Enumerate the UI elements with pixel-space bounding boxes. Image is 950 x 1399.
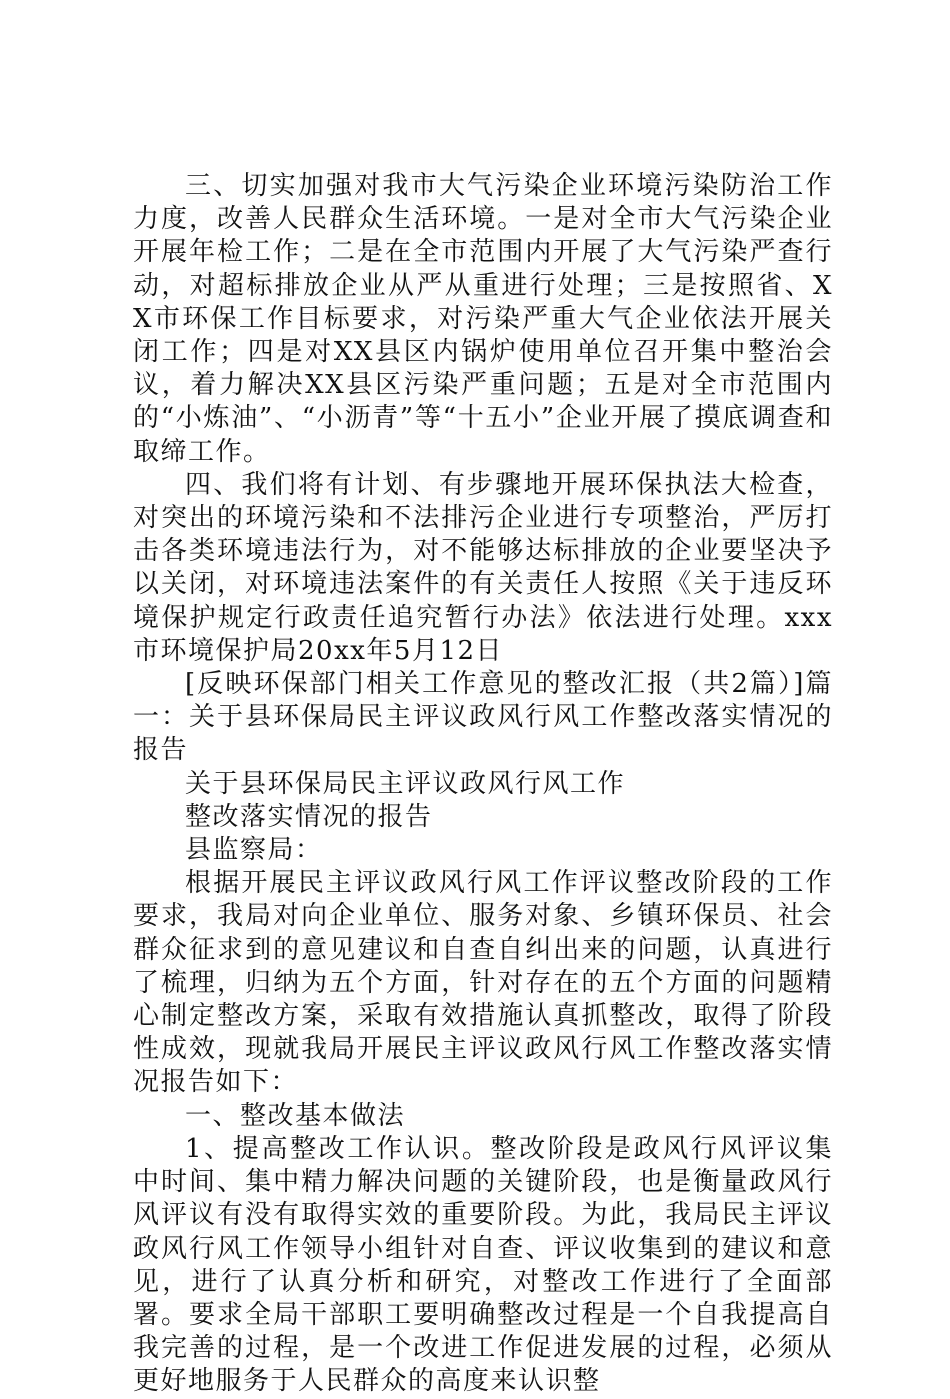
paragraph-law-enforcement: 四、我们将有计划、有步骤地开展环保执法大检查，对突出的环境污染和不法排污企业进行专项整治，严厉打击各类环境违法行为，对不能够达标排放的企业要坚决予以关闭，对环境违法案件的有关责任人按照《关于违反环境保护规定行政责任追究暂行办法》依法进行处理。xxx市环境保护局20xx年5月12日 (133, 469, 833, 666)
section-heading-basic-practice: 一、整改基本做法 (185, 1100, 406, 1131)
document-body (133, 170, 833, 1399)
report-title-line-2: 整改落实情况的报告 (185, 801, 433, 832)
paragraph-air-pollution: 三、切实加强对我市大气污染企业环境污染防治工作力度，改善人民群众生活环境。一是对全市大气污染企业开展年检工作；二是在全市范围内开展了大气污染严查行动，对超标排放企业从严从重进行处理；三是按照省、XX市环保工作目标要求，对污染严重大气企业依法开展关闭工作；四是对XX县区内锅炉使用单位召开集中整治会议，着力解决XX县区污染严重问题；五是对全市范围内的“小炼油”、“小沥青”等“十五小”企业开展了摸底调查和取缔工作。 (133, 171, 833, 467)
addressee: 县监察局： (185, 835, 323, 866)
paragraph-rectification-awareness: 1、提高整改工作认识。整改阶段是政风行风评议集中时间、集中精力解决问题的关键阶段，也是衡量政风行风评议有没有取得实效的重要阶段。为此，我局民主评议政风行风工作领导小组针对自查、评议收集到的建议和意见，进行了认真分析和研究，对整改工作进行了全面部署。要求全局干部职工要明确整改过程是一个自我提高自我完善的过程，是一个改进工作促进发展的过程，必须从更好地服务于人民群众的高度来认识整 (133, 1133, 833, 1397)
paragraph-report-heading: [反映环保部门相关工作意见的整改汇报（共2篇）]篇一：关于县环保局民主评议政风行风工作整改落实情况的报告 (133, 669, 833, 766)
paragraph-introduction: 根据开展民主评议政风行风工作评议整改阶段的工作要求，我局对向企业单位、服务对象、乡镇环保员、社会群众征求到的意见建议和自查自纠出来的问题，认真进行了梳理，归纳为五个方面，针对存在的五个方面的问题精心制定整改方案，采取有效措施认真抓整改，取得了阶段性成效，现就我局开展民主评议政风行风工作整改落实情况报告如下： (133, 868, 833, 1098)
report-title-line-1: 关于县环保局民主评议政风行风工作 (185, 768, 626, 799)
